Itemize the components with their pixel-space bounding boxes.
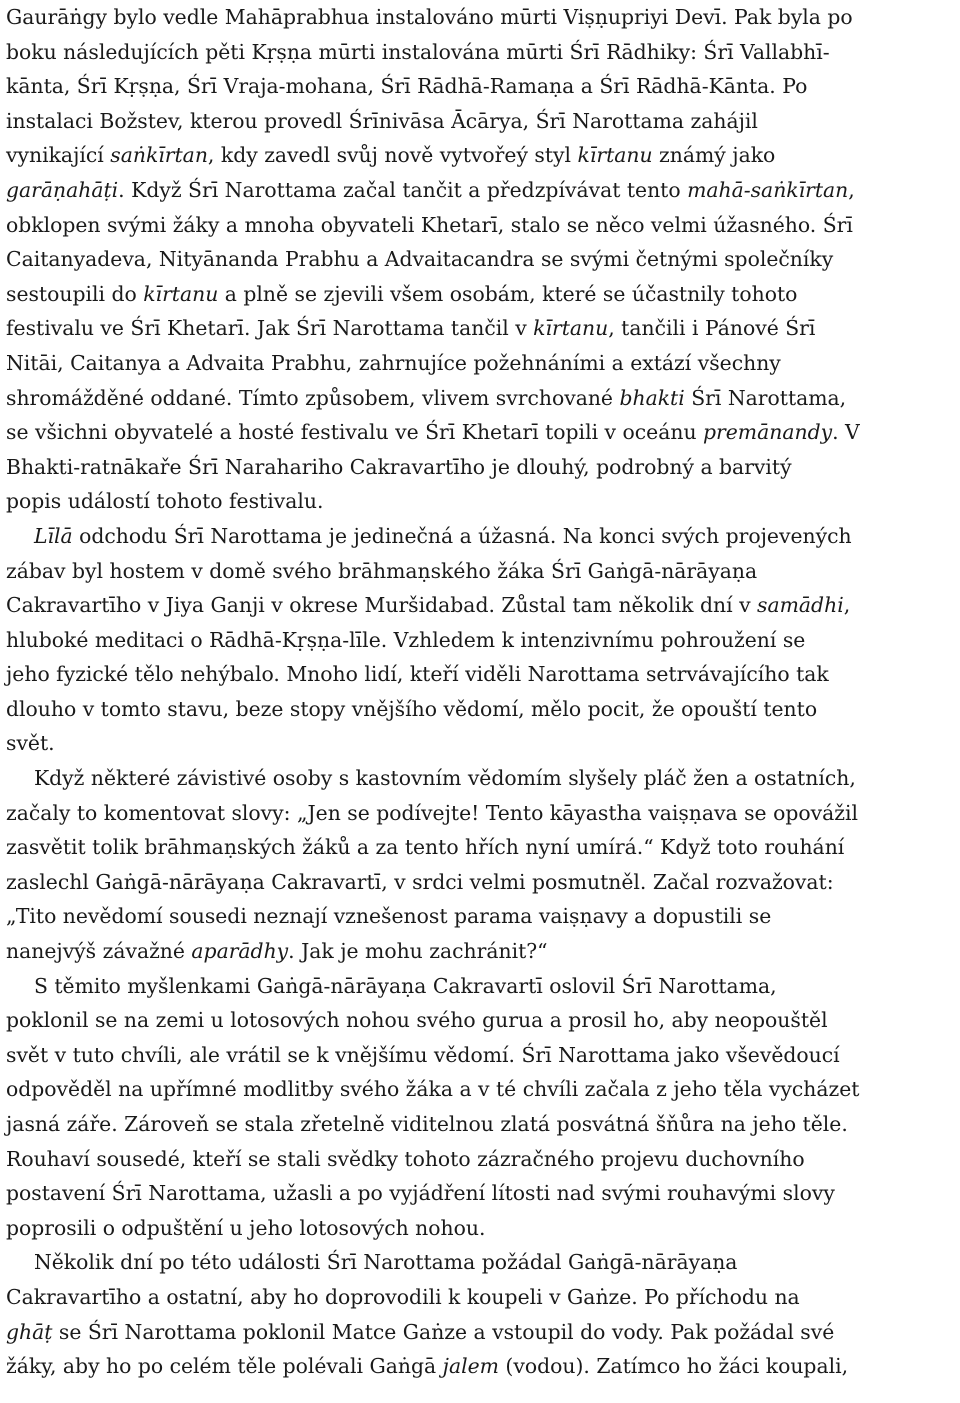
text-line <box>6 969 954 1004</box>
italic-term: mahā-saṅkīrtan <box>687 177 849 202</box>
text-line <box>6 242 954 277</box>
paragraph <box>6 761 956 969</box>
text-run: se všichni obyvatelé a hosté festivalu ve Śrī Khetarī topili v oceánu <box>6 420 704 445</box>
text-line <box>6 173 954 208</box>
text-run: , <box>843 593 851 618</box>
text-line <box>6 104 954 139</box>
document-page <box>6 0 956 1384</box>
text-line <box>6 1003 954 1038</box>
text-run: nanejvýš závažné <box>6 939 192 964</box>
text-run: zaslechl Gaṅgā-nārāyaṇa Cakravartī, v srdci velmi posmutněl. Začal rozvažovat: <box>6 869 834 894</box>
text-run: jeho fyzické tělo nehýbalo. Mnoho lidí, kteří viděli Narottama setrvávajícího tak <box>6 662 829 687</box>
text-run: boku následujících pěti Kṛṣṇa mūrti instalována mūrti Śrī Rādhiky: Śrī Vallabhī- <box>6 39 830 64</box>
text-line <box>6 138 954 173</box>
text-run: Caitanyadeva, Nityānanda Prabhu a Advaitacandra se svými četnými společníky <box>6 247 834 272</box>
paragraph <box>6 519 956 761</box>
text-run: Cakravartīho v Jiya Ganji v okrese Muršidabad. Zůstal tam několik dní v <box>6 593 758 618</box>
text-line <box>6 277 954 312</box>
text-run: Bhakti-ratnākaře Śrī Narahariho Cakravartīho je dlouhý, podrobný a barvitý <box>6 454 792 479</box>
text-line <box>6 35 954 70</box>
text-run: popis událostí tohoto festivalu. <box>6 489 324 514</box>
text-run: Rouhaví sousedé, kteří se stali svědky tohoto zázračného projevu duchovního <box>6 1146 805 1171</box>
paragraph <box>6 969 956 1246</box>
italic-term: samādhi <box>757 593 844 618</box>
text-line <box>6 865 954 900</box>
text-run: a plně se zjevili všem osobám, které se účastnily tohoto <box>218 281 798 306</box>
text-run: sestoupili do <box>6 281 144 306</box>
text-run: (vodou). Zatímco ho žáci koupali, <box>498 1354 849 1379</box>
italic-term: kīrtanu <box>577 143 653 168</box>
text-line <box>6 623 954 658</box>
text-run: Śrī Narottama, <box>684 385 847 410</box>
text-run: známý jako <box>652 143 776 168</box>
italic-term: Līlā <box>33 523 73 548</box>
paragraph <box>6 1245 956 1383</box>
text-run: svět v tuto chvíli, ale vrátil se k vnějšímu vědomí. Śrī Narottama jako vševědoucí <box>6 1042 840 1067</box>
italic-term: garāṇahāṭi <box>6 177 119 202</box>
text-run: se Śrī Narottama poklonil Matce Gaṅze a vstoupil do vody. Pak požádal své <box>52 1319 835 1344</box>
text-line <box>6 934 954 969</box>
text-run: zábav byl hostem v domě svého brāhmaṇského žáka Śrī Gaṅgā-nārāyaṇa <box>6 558 758 583</box>
text-line <box>6 1176 954 1211</box>
text-run: shromážděné oddané. Tímto způsobem, vlivem svrchované <box>6 385 620 410</box>
text-run: zasvětit tolik brāhmaṇských žáků a za tento hřích nyní umírá.“ Když toto rouhání <box>6 835 845 860</box>
text-run: , tančili i Pánové Śrī <box>608 316 816 341</box>
text-line <box>6 415 954 450</box>
text-run: Nitāi, Caitanya a Advaita Prabhu, zahrnujíce požehnáními a extází všechny <box>6 350 781 375</box>
text-line <box>6 761 954 796</box>
text-line <box>6 1072 954 1107</box>
text-line <box>6 1245 954 1280</box>
text-line <box>6 1038 954 1073</box>
text-run: , kdy zavedl svůj nově vytvořeý styl <box>207 143 578 168</box>
text-line <box>6 0 954 35</box>
text-run: svět. <box>6 731 55 756</box>
text-line <box>6 726 954 761</box>
text-line <box>6 1142 954 1177</box>
text-run: odchodu Śrī Narottama je jedinečná a úžasná. Na konci svých projevených <box>72 523 852 548</box>
italic-term: kīrtanu <box>533 316 609 341</box>
text-run: , <box>848 177 855 202</box>
text-run: postavení Śrī Narottama, užasli a po vyjádření lítosti nad svými rouhavými slovy <box>6 1181 835 1206</box>
text-run: festivalu ve Śrī Khetarī. Jak Śrī Narottama tančil v <box>6 316 534 341</box>
text-line <box>6 208 954 243</box>
text-run: vynikající <box>6 143 111 168</box>
text-line <box>6 1349 954 1384</box>
text-line <box>6 1280 954 1315</box>
text-run: jasná záře. Zároveň se stala zřetelně viditelnou zlatá posvátná šňůra na jeho těle. <box>6 1112 848 1136</box>
text-line <box>6 554 954 589</box>
text-line <box>6 381 954 416</box>
italic-term: kīrtanu <box>143 281 219 306</box>
text-run: S těmito myšlenkami Gaṅgā-nārāyaṇa Cakravartī oslovil Śrī Narottama, <box>33 973 777 998</box>
text-line <box>6 69 954 104</box>
text-line <box>6 1315 954 1350</box>
text-line <box>6 311 954 346</box>
text-run: dlouho v tomto stavu, beze stopy vnějšího vědomí, mělo pocit, že opouští tento <box>6 696 818 721</box>
text-run: poklonil se na zemi u lotosových nohou svého gurua a prosil ho, aby neopouštěl <box>6 1008 828 1033</box>
text-run: Když některé závistivé osoby s kastovním vědomím slyšely pláč žen a ostatních, <box>33 766 856 791</box>
text-run: obklopen svými žáky a mnoha obyvateli Khetarī, stalo se něco velmi úžasného. Śrī <box>6 212 853 237</box>
italic-term: saṅkīrtan <box>110 143 208 168</box>
text-run: začaly to komentovat slovy: „Jen se podívejte! Tento kāyastha vaiṣṇava se opovážil <box>6 800 858 825</box>
text-run: instalaci Božstev, kterou provedl Śrīnivāsa Ācārya, Śrī Narottama zahájil <box>6 108 758 133</box>
italic-term: bhakti <box>619 385 685 410</box>
text-run: hluboké meditaci o Rādhā-Kṛṣṇa-līle. Vzhledem k intenzivnímu pohroužení se <box>6 627 806 652</box>
text-line <box>6 484 954 519</box>
text-line <box>6 588 954 623</box>
text-run: Několik dní po této události Śrī Narottama požádal Gaṅgā-nārāyaṇa <box>33 1250 738 1275</box>
text-line <box>6 899 954 934</box>
text-line <box>6 796 954 831</box>
text-run: Cakravartīho a ostatní, aby ho doprovodili k koupeli v Gaṅze. Po příchodu na <box>6 1284 800 1309</box>
text-line <box>6 450 954 485</box>
text-run: kānta, Śrī Kṛṣṇa, Śrī Vraja-mohana, Śrī Rādhā-Ramaṇa a Śrī Rādhā-Kānta. Po <box>6 74 808 99</box>
text-run: . Jak je mohu zachránit?“ <box>288 939 548 964</box>
text-line <box>6 346 954 381</box>
text-run: „Tito nevědomí sousedi neznají vznešenost parama vaiṣṇavy a dopustili se <box>6 904 772 929</box>
text-line <box>6 1107 954 1142</box>
text-line <box>6 1211 954 1246</box>
italic-term: ghāṭ <box>6 1319 53 1344</box>
text-run: . V <box>832 420 860 445</box>
text-line <box>6 657 954 692</box>
italic-term: premānandy <box>703 420 833 445</box>
text-line <box>6 692 954 727</box>
italic-term: jalem <box>442 1354 499 1379</box>
text-run: . Když Śrī Narottama začal tančit a předzpívávat tento <box>118 177 688 202</box>
text-line <box>6 830 954 865</box>
text-run: Gaurāṅgy bylo vedle Mahāprabhua instalováno mūrti Viṣṇupriyi Devī. Pak byla po <box>6 5 853 29</box>
italic-term: aparādhy <box>191 939 289 964</box>
text-run: poprosili o odpuštění u jeho lotosových nohou. <box>6 1215 486 1240</box>
paragraph <box>6 0 956 519</box>
text-run: odpověděl na upřímné modlitby svého žáka a v té chvíli začala z jeho těla vycházet <box>6 1077 860 1102</box>
text-line <box>6 519 954 554</box>
text-run: žáky, aby ho po celém těle polévali Gaṅgā <box>6 1354 443 1379</box>
